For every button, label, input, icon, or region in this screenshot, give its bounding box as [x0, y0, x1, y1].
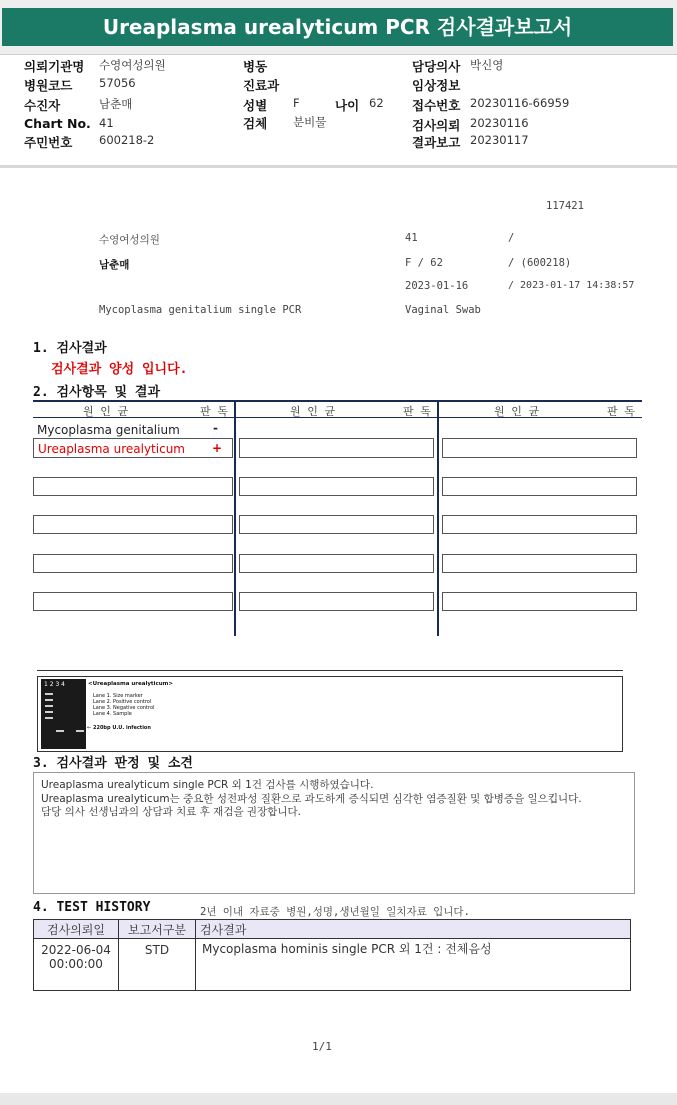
result-empty-cell: [239, 554, 434, 573]
label-doctor: 담당의사: [412, 59, 461, 74]
value-hospital-code: 57056: [99, 76, 136, 90]
specimen-code: 117421: [546, 200, 584, 212]
specimen-test-name: Mycoplasma genitalium single PCR: [99, 304, 302, 316]
result-empty-cell: [33, 592, 233, 611]
result-organism-2: Ureaplasma urealyticum: [38, 442, 185, 456]
gel-band: [45, 711, 53, 713]
label-clinical-info: 임상정보: [412, 78, 461, 93]
gel-top-rule: [37, 670, 623, 671]
gel-band: [45, 717, 53, 719]
value-report-date: 20230117: [470, 133, 529, 147]
label-department: 진료과: [243, 78, 280, 93]
gel-legend-1: Lane 1. Size marker: [93, 693, 143, 699]
table-row: [34, 939, 631, 991]
section4-heading: 4. TEST HISTORY: [33, 900, 151, 915]
gel-legend-2: Lane 2. Positive control: [93, 699, 152, 705]
history-type: STD: [119, 939, 196, 991]
col-organism-1: 원 인 균: [83, 405, 129, 418]
history-header-row: [34, 920, 631, 939]
results-table-divider-1: [234, 400, 236, 636]
gel-band-arrow: ←: [87, 725, 92, 731]
result-value-2: +: [212, 441, 223, 455]
history-table: [33, 919, 631, 991]
gel-band: [56, 730, 64, 732]
opinion-line-3: 담당 의사 선생님과의 상담과 치료 후 재검을 권장합니다.: [41, 806, 301, 818]
gel-band: [45, 705, 53, 707]
specimen-sex-age: F / 62: [405, 257, 443, 269]
label-hospital-code: 병원코드: [24, 78, 73, 93]
value-patient: 남춘매: [99, 97, 133, 111]
col-judgement-2: 판 독: [403, 405, 431, 418]
result-empty-cell: [442, 592, 637, 611]
gel-title: <Ureaplasma urealyticum>: [88, 681, 173, 687]
result-empty-cell: [239, 515, 434, 534]
specimen-slash: /: [508, 232, 515, 244]
history-time: 00:00:00: [49, 957, 103, 971]
value-chart-no: 41: [99, 116, 114, 130]
result-empty-cell: [442, 554, 637, 573]
title-bar: [0, 0, 677, 55]
result-organism-1: Mycoplasma genitalium: [37, 423, 180, 437]
opinion-line-2: Ureaplasma urealyticum는 중요한 성전파성 질환으로 과도하게 증식되면 심각한 염증질환 및 합병증을 일으킵니다.: [41, 793, 582, 805]
results-table-divider-2: [437, 400, 439, 636]
value-age: 62: [369, 96, 384, 110]
result-value-1: -: [213, 421, 218, 435]
label-chart-no: Chart No.: [24, 116, 91, 131]
col-organism-3: 원 인 균: [494, 405, 540, 418]
value-doctor: 박신영: [470, 58, 504, 72]
history-date: 2022-06-04: [41, 943, 111, 957]
label-resident-number: 주민번호: [24, 135, 73, 150]
specimen-dob: / (600218): [508, 257, 572, 269]
history-col-date: 검사의뢰일: [34, 920, 119, 939]
label-patient: 수진자: [24, 98, 61, 113]
result-row-2-cell-3: [442, 438, 637, 458]
result-empty-cell: [239, 477, 434, 496]
section3-heading: 3. 검사결과 판정 및 소견: [33, 756, 193, 771]
bottom-bar: [0, 1093, 677, 1105]
result-empty-cell: [33, 515, 233, 534]
history-note: 2년 이내 자료중 병원,성명,생년월일 일치자료 입니다.: [200, 906, 470, 918]
value-resident-number: 600218-2: [99, 133, 155, 147]
label-receipt-number: 접수번호: [412, 98, 461, 113]
opinion-box: [33, 772, 635, 894]
label-report-date: 결과보고: [412, 135, 461, 150]
section1-result: 검사결과 양성 입니다.: [51, 362, 188, 377]
label-age: 나이: [335, 98, 360, 113]
history-date-cell: [34, 939, 119, 991]
gel-electrophoresis-image: [41, 679, 86, 749]
specimen-datetime-reported: / 2023-01-17 14:38:57: [508, 280, 635, 291]
gel-lane-numbers: 1 2 3 4: [44, 681, 65, 688]
result-empty-cell: [442, 515, 637, 534]
history-col-result: 검사결과: [196, 920, 631, 939]
result-empty-cell: [33, 477, 233, 496]
report-title: Ureaplasma urealyticum PCR 검사결과보고서: [2, 8, 673, 46]
result-empty-cell: [33, 554, 233, 573]
specimen-patient: 남춘매: [99, 259, 130, 271]
value-sex: F: [293, 96, 300, 110]
label-requesting-institution: 의뢰기관명: [24, 59, 85, 74]
page-number: 1/1: [312, 1040, 332, 1053]
col-judgement-3: 판 독: [607, 405, 635, 418]
gel-legend-3: Lane 3. Negative control: [93, 705, 155, 711]
label-sex: 성별: [243, 98, 268, 113]
results-table-top-rule: [33, 400, 642, 402]
result-row-2-cell-2: [239, 438, 434, 458]
result-empty-cell: [239, 592, 434, 611]
label-ward: 병동: [243, 59, 268, 74]
history-result: Mycoplasma hominis single PCR 외 1건 : 전체음성: [196, 939, 631, 991]
gel-band: [45, 699, 53, 701]
history-col-type: 보고서구분: [119, 920, 196, 939]
result-empty-cell: [442, 477, 637, 496]
specimen-type: Vaginal Swab: [405, 304, 481, 316]
col-judgement-1: 판 독: [200, 405, 228, 418]
specimen-date-received: 2023-01-16: [405, 280, 469, 292]
col-organism-2: 원 인 균: [290, 405, 336, 418]
value-request-date: 20230116: [470, 116, 529, 130]
opinion-line-1: Ureaplasma urealyticum single PCR 외 1건 검사를 시행하였습니다.: [41, 779, 374, 791]
label-request-date: 검사의뢰: [412, 118, 461, 133]
specimen-chart: 41: [405, 232, 418, 244]
gel-band: [45, 693, 53, 695]
value-requesting-institution: 수영여성의원: [99, 58, 166, 72]
gel-band-label: 220bp U.U. infection: [93, 725, 151, 731]
gel-legend-4: Lane 4. Sample: [93, 711, 132, 717]
label-specimen: 검체: [243, 116, 268, 131]
section2-heading: 2. 검사항목 및 결과: [33, 385, 161, 400]
header-divider: [0, 165, 677, 168]
section1-heading: 1. 검사결과: [33, 341, 107, 356]
value-receipt-number: 20230116-66959: [470, 96, 570, 110]
specimen-clinic: 수영여성의원: [99, 234, 160, 246]
result-row-2-cell-1: [33, 438, 233, 458]
gel-band: [76, 730, 84, 732]
value-specimen: 분비물: [293, 115, 327, 129]
